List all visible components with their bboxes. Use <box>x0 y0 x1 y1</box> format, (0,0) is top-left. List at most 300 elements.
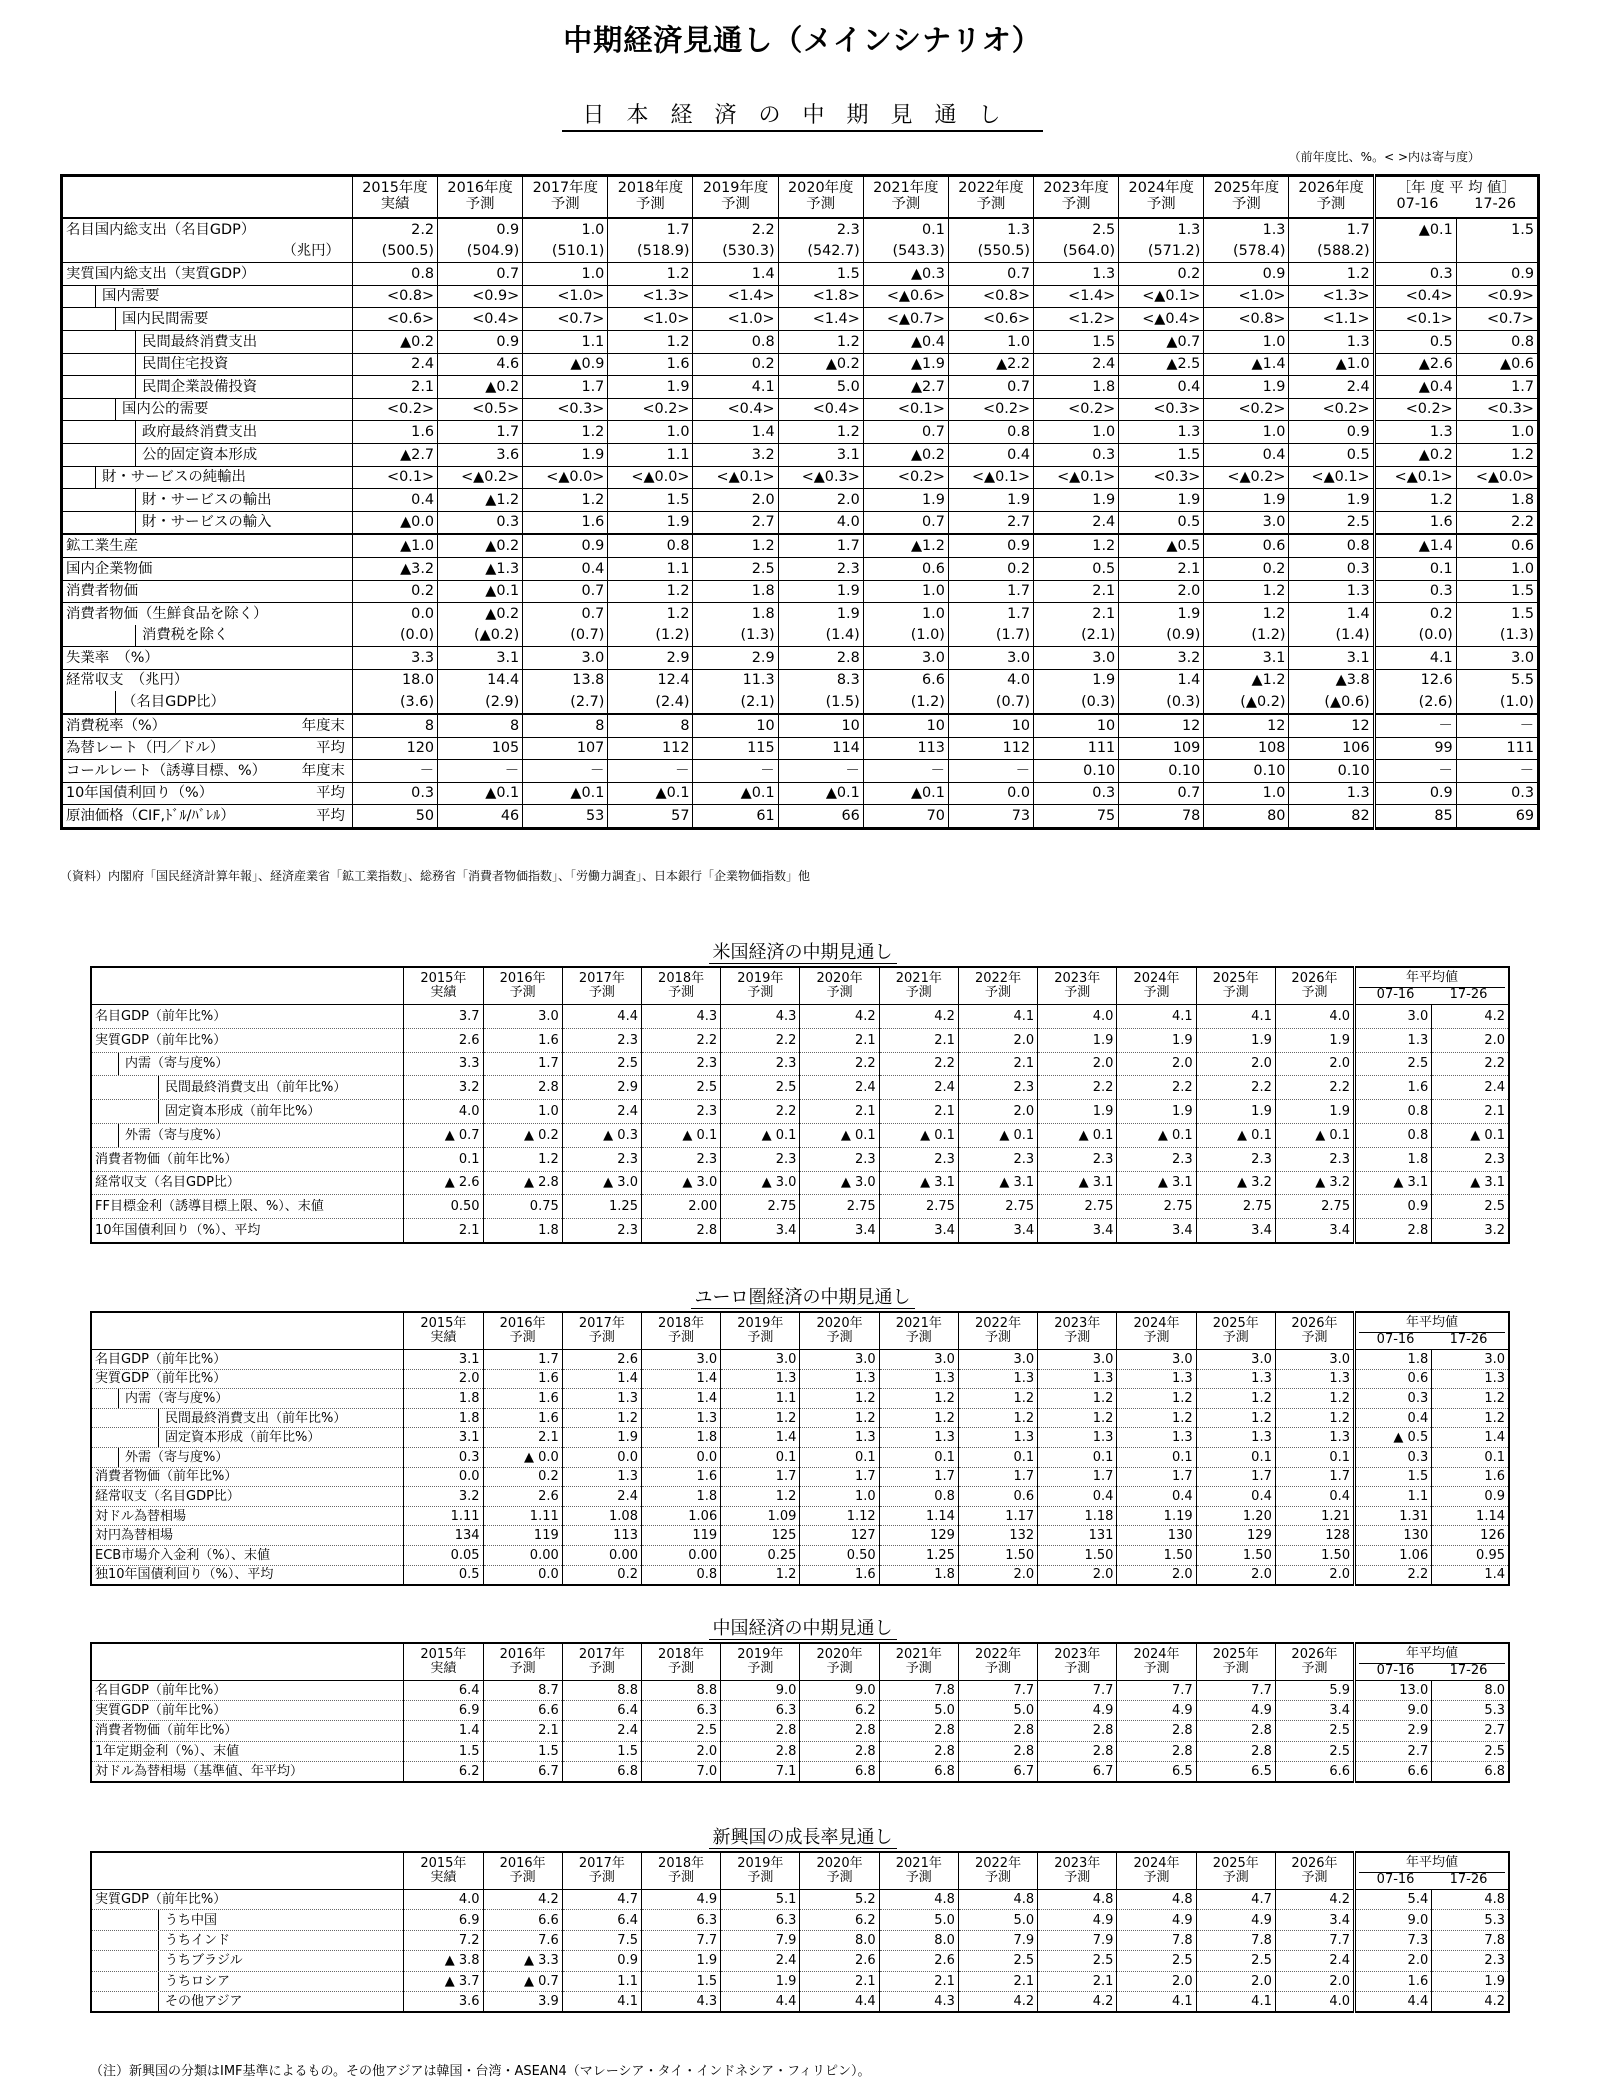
value-cell: 1.2 <box>693 534 778 557</box>
row-label-cell <box>62 263 353 286</box>
value-cell: 8.8 <box>641 1681 720 1701</box>
value-cell: 0.1 <box>800 1447 879 1467</box>
table-row <box>91 1890 1509 1910</box>
value-cell: 1.9 <box>1289 489 1374 512</box>
value-cell: 1.2 <box>523 421 608 444</box>
row-label-cell <box>91 1350 404 1370</box>
value-cell: 0.10 <box>1289 760 1374 783</box>
header-average <box>1355 1852 1509 1890</box>
table-row <box>91 1467 1509 1487</box>
header-type-label: 予測 <box>891 196 921 212</box>
value-cell: 4.8 <box>1038 1890 1117 1910</box>
row-label-cell <box>91 1761 404 1782</box>
header-year-label: 2020年 <box>816 1856 863 1872</box>
header-type-label: 予測 <box>905 1661 932 1676</box>
value-cell: 1.1 <box>721 1389 800 1409</box>
row-label-cell <box>91 1467 404 1487</box>
value-cell: 0.4 <box>1117 1487 1196 1507</box>
value-cell: <1.1> <box>1289 308 1374 331</box>
row-label-cell <box>91 1681 404 1701</box>
row-label-cell <box>62 534 353 557</box>
value-cell: ▲ 3.8 <box>404 1951 483 1971</box>
header-year <box>1275 967 1354 1005</box>
header-year-label: 2024年 <box>1133 971 1180 987</box>
value-cell: <▲0.1> <box>1119 285 1204 308</box>
value-cell: － <box>608 760 693 783</box>
value-cell: <1.4> <box>1034 285 1119 308</box>
value-cell: 1.50 <box>958 1545 1037 1565</box>
value-cell: 1.4 <box>721 1428 800 1448</box>
header-type-label: 予測 <box>806 196 836 212</box>
value-cell: <▲0.4> <box>1119 308 1204 331</box>
table-row <box>62 421 1539 444</box>
value-cell: <▲0.3> <box>778 466 863 489</box>
value-cell: 3.0 <box>948 647 1033 670</box>
value-cell: 0.1 <box>1038 1447 1117 1467</box>
table-row <box>62 714 1539 737</box>
value-cell: 0.6 <box>958 1487 1037 1507</box>
value-cell: 0.0 <box>483 1565 562 1585</box>
value-cell: 1.7 <box>948 580 1033 603</box>
row-label: 財・サービスの純輸出 <box>102 469 246 486</box>
header-type-label: 予測 <box>976 196 1006 212</box>
value-cell: 2.75 <box>1117 1195 1196 1219</box>
japan-outlook-table <box>60 174 1540 830</box>
value-cell: 1.7 <box>778 534 863 557</box>
row-label-cell <box>62 421 353 444</box>
value-cell: 119 <box>641 1526 720 1546</box>
row-label-cell <box>91 1389 404 1409</box>
header-type-label: 予測 <box>1222 1330 1249 1345</box>
header-type-label: 予測 <box>985 1330 1012 1345</box>
value-cell: 6.5 <box>1117 1761 1196 1782</box>
table-row <box>62 263 1539 286</box>
value-cell: 1.25 <box>879 1545 958 1565</box>
jp-header-row <box>62 176 1539 219</box>
value-cell: <1.3> <box>1289 285 1374 308</box>
header-type-label: 予測 <box>905 1330 932 1345</box>
table-row <box>91 1565 1509 1585</box>
value-cell: 1.19 <box>1117 1506 1196 1526</box>
value-cell: ▲0.1 <box>693 782 778 805</box>
value-cell: 2.5 <box>1289 511 1374 534</box>
row-label: 経常収支（名目GDP比） <box>95 1175 240 1191</box>
value-cell: 13.8 <box>523 669 608 691</box>
row-label: その他アジア <box>165 1994 243 2010</box>
header-year-label: 2023年度 <box>1043 180 1109 197</box>
value-cell: 1.3 <box>721 1369 800 1389</box>
value-cell: 1.9 <box>1196 1028 1275 1052</box>
value-cell: 1.50 <box>1275 1545 1354 1565</box>
value-cell: 3.9 <box>483 1991 562 2012</box>
value-cell: <0.6> <box>948 308 1033 331</box>
value-cell: 2.3 <box>641 1147 720 1171</box>
value-cell: (1.5) <box>778 691 863 714</box>
header-year-label: 2022年 <box>974 1856 1022 1872</box>
value-cell: 1.5 <box>404 1741 483 1761</box>
value-cell: (1.7) <box>948 625 1033 647</box>
header-average-cols <box>1359 1332 1505 1347</box>
value-cell: <0.4> <box>438 308 523 331</box>
value-cell: <0.2> <box>948 398 1033 421</box>
value-cell: 2.1 <box>879 1971 958 1991</box>
header-year <box>1196 1312 1275 1350</box>
row-label: 財・サービスの輸入 <box>142 514 272 531</box>
row-label: 鉱工業生産 <box>66 537 138 554</box>
value-cell: 0.00 <box>483 1545 562 1565</box>
value-cell: 0.8 <box>641 1565 720 1585</box>
header-year-label: 2020年 <box>816 1647 863 1663</box>
value-cell: 1.11 <box>483 1506 562 1526</box>
value-cell: 1.9 <box>1275 1028 1354 1052</box>
row-label-cell <box>91 1910 404 1930</box>
average-cell: 1.0 <box>1456 557 1538 580</box>
value-cell: 3.0 <box>1275 1350 1354 1370</box>
row-label: 消費者物価（前年比%） <box>95 1723 238 1739</box>
table-row <box>91 1487 1509 1507</box>
value-cell: 0.1 <box>404 1147 483 1171</box>
average-cell: 0.3 <box>1374 263 1456 286</box>
header-blank <box>91 967 404 1005</box>
value-cell: 10 <box>948 714 1033 737</box>
value-cell: 1.4 <box>641 1389 720 1409</box>
value-cell: 1.7 <box>1038 1467 1117 1487</box>
average-cell: 13.0 <box>1355 1681 1432 1701</box>
average-cell: ▲ 3.1 <box>1432 1171 1509 1195</box>
row-label: 外需（寄与度%） <box>125 1449 229 1465</box>
value-cell: 1.7 <box>438 421 523 444</box>
value-cell: 2.0 <box>1196 1971 1275 1991</box>
value-cell: 7.7 <box>1038 1681 1117 1701</box>
row-label-cell <box>91 1890 404 1910</box>
value-cell: 1.8 <box>641 1487 720 1507</box>
row-label-cell <box>91 1971 404 1991</box>
value-cell: ▲0.4 <box>863 330 948 353</box>
value-cell: 1.3 <box>1275 1369 1354 1389</box>
table-row <box>91 1428 1509 1448</box>
header-year <box>1038 1643 1117 1681</box>
header-year <box>404 1312 483 1350</box>
value-cell: 4.4 <box>800 1991 879 2012</box>
header-type-label: 予測 <box>1301 1330 1328 1345</box>
header-type-label: 予測 <box>747 985 774 1000</box>
value-cell: 4.4 <box>721 1991 800 2012</box>
value-cell: 4.1 <box>693 376 778 399</box>
table-row <box>62 603 1539 625</box>
row-label: 公的固定資本形成 <box>142 446 258 463</box>
value-cell: 1.4 <box>693 263 778 286</box>
value-cell: 8 <box>523 714 608 737</box>
value-cell: 2.3 <box>721 1052 800 1076</box>
value-cell: 0.3 <box>404 1447 483 1467</box>
value-cell: 5.0 <box>879 1701 958 1721</box>
header-type-label: 予測 <box>668 1330 695 1345</box>
header-year <box>1275 1852 1354 1890</box>
value-cell: <0.2> <box>1034 398 1119 421</box>
average-cell: 4.2 <box>1432 1005 1509 1029</box>
header-year <box>1117 1852 1196 1890</box>
value-cell: 1.2 <box>800 1408 879 1428</box>
value-cell: 2.3 <box>562 1147 641 1171</box>
value-cell: 1.2 <box>608 603 693 625</box>
value-cell: 2.1 <box>352 376 437 399</box>
header-average-title: 年平均値 <box>1406 1854 1459 1870</box>
value-cell: 1.9 <box>1119 603 1204 625</box>
value-cell: 1.3 <box>1196 1369 1275 1389</box>
value-cell: 6.4 <box>562 1910 641 1930</box>
header-year <box>641 967 720 1005</box>
value-cell: <0.1> <box>352 466 437 489</box>
row-label-cell <box>91 1545 404 1565</box>
value-cell: 2.0 <box>1275 1971 1354 1991</box>
table-row <box>91 1910 1509 1930</box>
average-cell: 0.3 <box>1355 1389 1432 1409</box>
row-label-cell <box>91 1741 404 1761</box>
header-type-label: 実績 <box>430 1870 457 1885</box>
value-cell: ▲ 3.2 <box>1196 1171 1275 1195</box>
average-cell: 9.0 <box>1355 1701 1432 1721</box>
header-average-cols <box>1359 1872 1505 1887</box>
value-cell: 2.9 <box>608 647 693 670</box>
value-cell: － <box>693 760 778 783</box>
row-label-cell <box>62 308 353 331</box>
value-cell: 3.2 <box>404 1076 483 1100</box>
table-row <box>91 1147 1509 1171</box>
value-cell: 4.7 <box>1196 1890 1275 1910</box>
value-cell: 1.2 <box>1204 580 1289 603</box>
table-row <box>62 241 1539 263</box>
header-year-label: 2024年 <box>1133 1856 1180 1872</box>
value-cell: ▲ 0.3 <box>562 1123 641 1147</box>
value-cell: <0.2> <box>1204 398 1289 421</box>
header-year-label: 2015年 <box>420 1316 467 1332</box>
value-cell: ▲ 0.2 <box>483 1123 562 1147</box>
value-cell: 3.1 <box>438 647 523 670</box>
value-cell: 1.50 <box>1038 1545 1117 1565</box>
table-row <box>91 1195 1509 1219</box>
average-cell: 0.6 <box>1456 534 1538 557</box>
row-label-cell <box>62 376 353 399</box>
value-cell: 3.0 <box>1196 1350 1275 1370</box>
value-cell: ▲ 3.1 <box>879 1171 958 1195</box>
value-cell: 2.5 <box>1034 218 1119 241</box>
value-cell: 7.9 <box>958 1930 1037 1950</box>
row-label: うちロシア <box>165 1973 231 1989</box>
value-cell: 0.4 <box>352 489 437 512</box>
average-cell: 2.5 <box>1432 1195 1509 1219</box>
value-cell: 3.0 <box>863 647 948 670</box>
value-cell: 0.05 <box>404 1545 483 1565</box>
average-cell: ▲ 0.1 <box>1432 1123 1509 1147</box>
header-type-label: 予測 <box>588 985 615 1000</box>
value-cell: 2.7 <box>693 511 778 534</box>
value-cell: 5.1 <box>721 1890 800 1910</box>
header-year-label: 2021年 <box>895 1316 942 1332</box>
header-type-label: 予測 <box>826 1661 853 1676</box>
value-cell: <0.8> <box>948 285 1033 308</box>
value-cell: 0.5 <box>1034 557 1119 580</box>
header-year-label: 2015年 <box>420 1647 467 1663</box>
value-cell: 127 <box>800 1526 879 1546</box>
value-cell: 70 <box>863 805 948 829</box>
table-row <box>62 398 1539 421</box>
value-cell: 0.7 <box>863 421 948 444</box>
value-cell: ▲1.2 <box>438 489 523 512</box>
header-year <box>958 1643 1037 1681</box>
us-section-title: 米国経済の中期見通し <box>0 938 1605 964</box>
value-cell: 7.7 <box>1117 1681 1196 1701</box>
value-cell: ▲1.2 <box>1204 669 1289 691</box>
value-cell: 4.1 <box>958 1005 1037 1029</box>
header-year <box>879 1312 958 1350</box>
value-cell: <▲0.0> <box>523 466 608 489</box>
value-cell: 125 <box>721 1526 800 1546</box>
value-cell: 1.3 <box>1117 1369 1196 1389</box>
value-cell: 2.8 <box>1196 1741 1275 1761</box>
value-cell: ▲ 0.7 <box>404 1123 483 1147</box>
value-cell: (0.9) <box>1119 625 1204 647</box>
value-cell: 1.6 <box>641 1467 720 1487</box>
average-cell: 0.3 <box>1456 782 1538 805</box>
average-cell: 1.4 <box>1432 1428 1509 1448</box>
value-cell: 3.4 <box>1038 1219 1117 1243</box>
value-cell: 5.0 <box>778 376 863 399</box>
table-row <box>62 308 1539 331</box>
header-year-label: 2019年 <box>737 1647 784 1663</box>
row-label: 消費者物価（生鮮食品を除く） <box>66 605 268 622</box>
table-row <box>62 737 1539 760</box>
row-label-cell <box>62 760 353 783</box>
row-label-cell <box>62 241 353 263</box>
value-cell: 2.6 <box>404 1028 483 1052</box>
row-label: 政府最終消費支出 <box>142 423 258 440</box>
row-label-suffix: 年度末 <box>301 762 345 779</box>
value-cell: 1.6 <box>483 1028 562 1052</box>
header-year <box>1196 1643 1275 1681</box>
value-cell: 1.0 <box>523 263 608 286</box>
value-cell: (1.2) <box>608 625 693 647</box>
table-row <box>62 691 1539 714</box>
value-cell: 4.9 <box>1196 1701 1275 1721</box>
value-cell: 4.0 <box>404 1100 483 1124</box>
value-cell: ▲ 3.3 <box>483 1951 562 1971</box>
header-year-label: 2023年 <box>1054 1316 1101 1332</box>
value-cell: ▲ 3.0 <box>721 1171 800 1195</box>
em-note: （注）新興国の分類はIMF基準によるもの。その他アジアは韓国・台湾・ASEAN4（マレーシア・タイ・インドネシア・フィリピン）。 <box>90 2064 871 2079</box>
value-cell: 73 <box>948 805 1033 829</box>
average-cell: 5.3 <box>1432 1701 1509 1721</box>
header-type-label: 予測 <box>550 196 580 212</box>
value-cell: ▲0.1 <box>608 782 693 805</box>
value-cell: 1.2 <box>1275 1408 1354 1428</box>
value-cell: ▲2.2 <box>948 353 1033 376</box>
header-average-title: 年平均値 <box>1406 1314 1459 1330</box>
header-year <box>800 1852 879 1890</box>
value-cell: 3.0 <box>958 1350 1037 1370</box>
value-cell: 4.2 <box>879 1005 958 1029</box>
value-cell: 7.6 <box>483 1930 562 1950</box>
header-year <box>1275 1312 1354 1350</box>
table-row <box>91 1447 1509 1467</box>
value-cell: 1.7 <box>958 1467 1037 1487</box>
average-cell: 8.0 <box>1432 1681 1509 1701</box>
average-cell: 4.4 <box>1355 1991 1432 2012</box>
value-cell: 1.9 <box>1117 1028 1196 1052</box>
average-cell: 1.8 <box>1355 1350 1432 1370</box>
average-cell: 2.2 <box>1355 1565 1432 1585</box>
value-cell: 0.5 <box>1119 511 1204 534</box>
value-cell: 1.1 <box>608 443 693 466</box>
header-type-label: 予測 <box>509 1870 536 1885</box>
value-cell: 1.3 <box>1275 1428 1354 1448</box>
header-type-label: 予測 <box>509 1330 536 1345</box>
row-label-cell <box>91 1147 404 1171</box>
value-cell: ▲0.5 <box>1119 534 1204 557</box>
value-cell: 1.8 <box>404 1408 483 1428</box>
value-cell: 2.8 <box>1038 1721 1117 1741</box>
value-cell: 1.4 <box>562 1369 641 1389</box>
row-label: うちブラジル <box>165 1953 243 1969</box>
value-cell: 1.2 <box>1034 534 1119 557</box>
header-year-label: 2015年度 <box>362 180 428 197</box>
value-cell: 1.3 <box>1289 580 1374 603</box>
value-cell: 4.1 <box>1196 1991 1275 2012</box>
value-cell: 2.2 <box>641 1028 720 1052</box>
value-cell: 2.3 <box>879 1147 958 1171</box>
average-cell: (2.6) <box>1374 691 1456 714</box>
header-year-label: 2026年 <box>1291 971 1338 987</box>
value-cell: 1.4 <box>1119 669 1204 691</box>
value-cell: 0.9 <box>948 534 1033 557</box>
table-row <box>91 1005 1509 1029</box>
header-year-label: 2024年 <box>1133 1316 1180 1332</box>
value-cell: ▲ 3.7 <box>404 1971 483 1991</box>
value-cell: ▲3.8 <box>1289 669 1374 691</box>
value-cell: 3.1 <box>778 443 863 466</box>
row-label: 名目国内総支出（名目GDP） <box>66 221 256 238</box>
row-label: ECB市場介入金利（%）、末値 <box>95 1547 271 1563</box>
value-cell: 2.3 <box>562 1219 641 1243</box>
value-cell: ▲0.9 <box>523 353 608 376</box>
row-label-suffix: 平均 <box>316 785 345 802</box>
value-cell: 1.0 <box>1204 330 1289 353</box>
value-cell: 4.9 <box>1038 1701 1117 1721</box>
value-cell: 75 <box>1034 805 1119 829</box>
value-cell: (530.3) <box>693 241 778 263</box>
value-cell: 2.4 <box>352 353 437 376</box>
value-cell: 1.2 <box>778 330 863 353</box>
value-cell: 1.9 <box>1204 376 1289 399</box>
value-cell: 6.7 <box>1038 1761 1117 1782</box>
header-type-label: 実績 <box>430 985 457 1000</box>
value-cell: 0.2 <box>1204 557 1289 580</box>
value-cell: 9.0 <box>721 1681 800 1701</box>
header-year-label: 2022年 <box>974 1647 1022 1663</box>
header-year <box>958 1312 1037 1350</box>
value-cell: 2.8 <box>1038 1741 1117 1761</box>
value-cell: 107 <box>523 737 608 760</box>
value-cell: 0.50 <box>404 1195 483 1219</box>
value-cell: 4.2 <box>958 1991 1037 2012</box>
value-cell: 0.9 <box>1204 263 1289 286</box>
value-cell: ▲0.1 <box>438 580 523 603</box>
value-cell: 1.2 <box>958 1408 1037 1428</box>
value-cell: 2.3 <box>562 1028 641 1052</box>
average-cell: 5.4 <box>1355 1890 1432 1910</box>
table-row <box>91 1171 1509 1195</box>
value-cell: 4.2 <box>483 1890 562 1910</box>
header-type-label: 予測 <box>1143 985 1170 1000</box>
